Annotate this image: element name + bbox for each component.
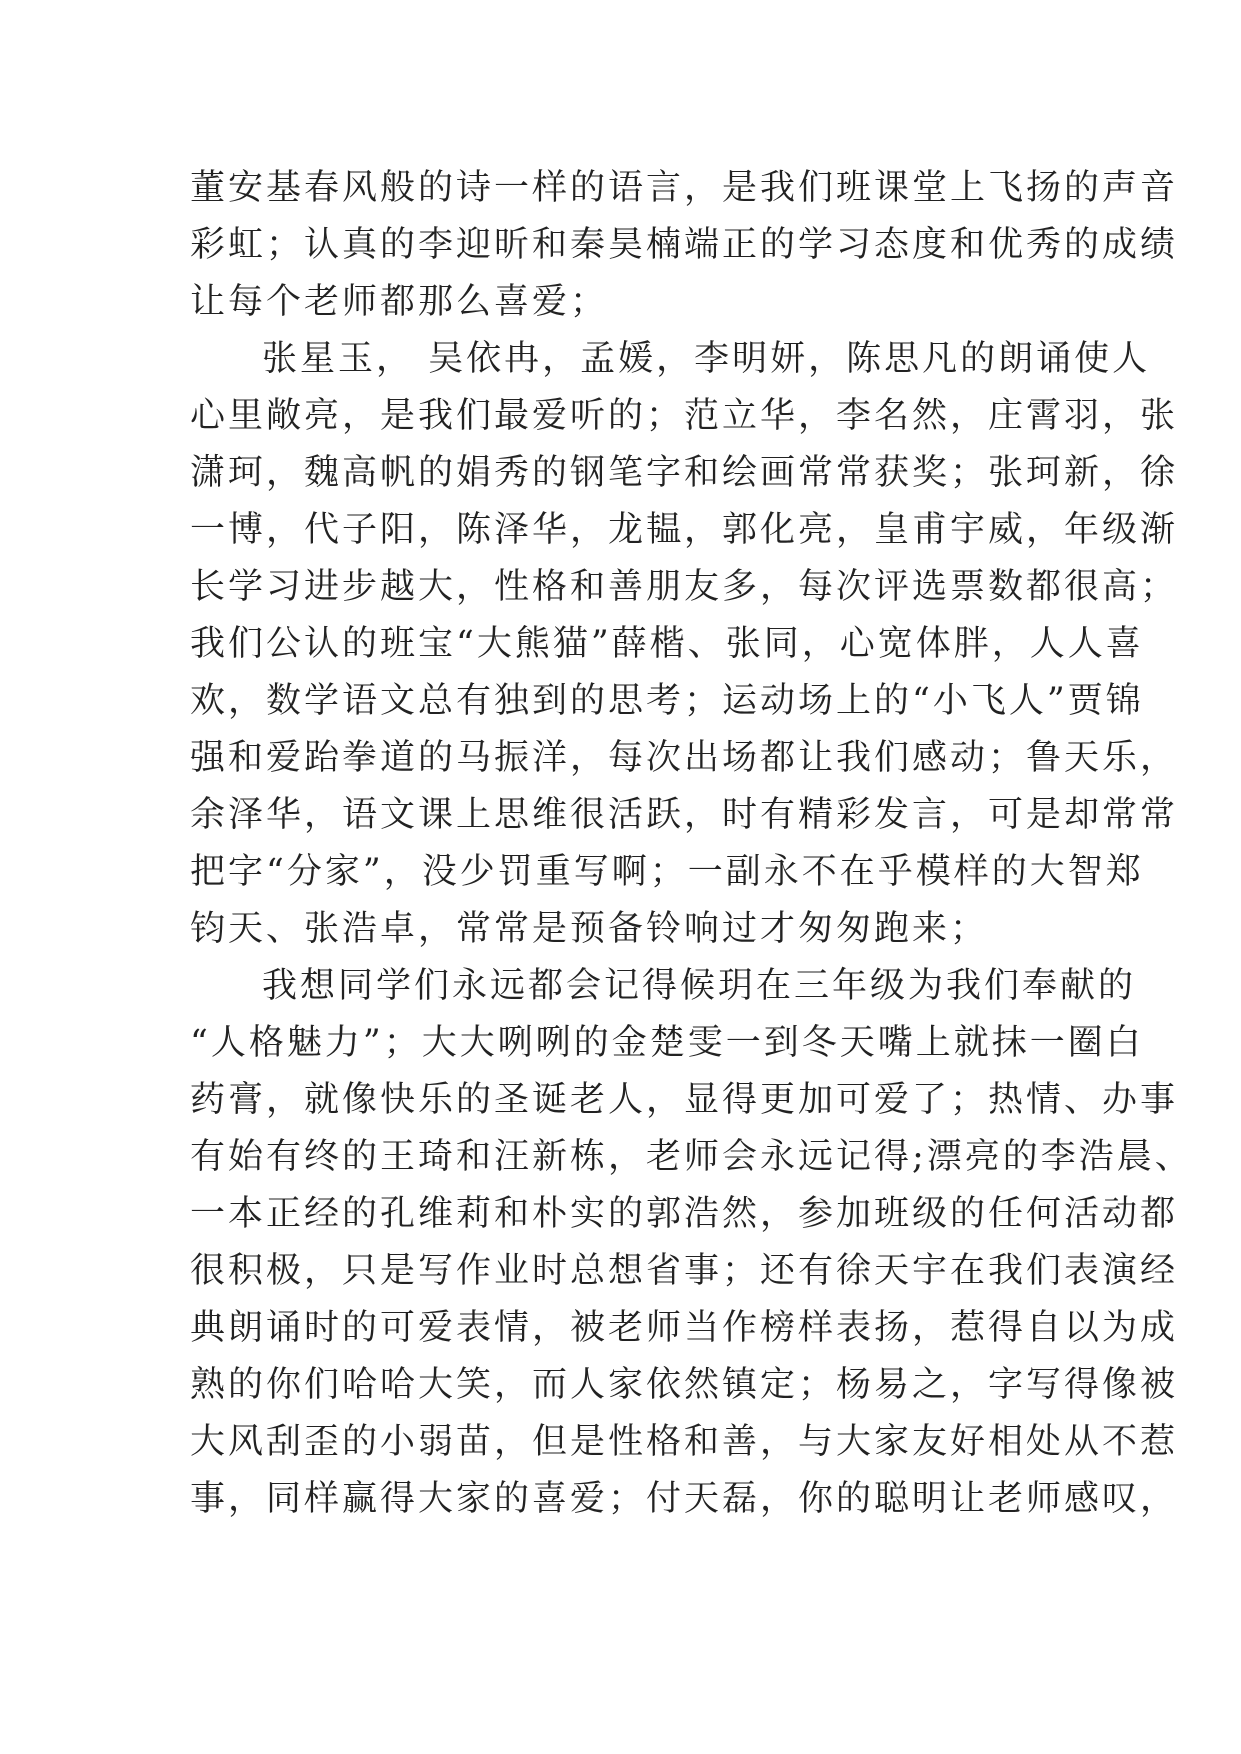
text-line: 大风刮歪的小弱苗，但是性格和善，与大家友好相处从不惹 bbox=[190, 1422, 1179, 1462]
text-line: 典朗诵时的可爱表情，被老师当作榜样表扬，惹得自以为成 bbox=[190, 1308, 1179, 1348]
text-line: 一博，代子阳，陈泽华，龙韫，郭化亮，皇甫宇威，年级渐 bbox=[190, 510, 1179, 550]
text-line: 长学习进步越大，性格和善朋友多，每次评选票数都很高； bbox=[190, 567, 1179, 607]
text-line: 欢，数学语文总有独到的思考；运动场上的“小飞人”贾锦 bbox=[190, 681, 1144, 721]
text-line: 熟的你们哈哈大笑，而人家依然镇定；杨易之，字写得像被 bbox=[190, 1365, 1179, 1405]
text-line: 事，同样赢得大家的喜爱；付天磊，你的聪明让老师感叹， bbox=[190, 1479, 1179, 1519]
text-line: 一本正经的孔维莉和朴实的郭浩然，参加班级的任何活动都 bbox=[190, 1194, 1179, 1234]
body-text bbox=[190, 160, 1193, 1528]
text-line: “人格魅力”；大大咧咧的金楚雯一到冬天嘴上就抹一圈白 bbox=[190, 1023, 1144, 1063]
paragraph-2 bbox=[190, 331, 1179, 958]
text-line: 董安基春风般的诗一样的语言，是我们班课堂上飞扬的声音 bbox=[190, 168, 1179, 208]
paragraph-1 bbox=[190, 160, 1179, 331]
paragraph-3 bbox=[190, 958, 1193, 1528]
text-line: 让每个老师都那么喜爱； bbox=[190, 282, 609, 322]
text-line: 钧天、张浩卓，常常是预备铃响过才匆匆跑来； bbox=[190, 909, 989, 949]
text-line: 彩虹；认真的李迎昕和秦昊楠端正的学习态度和优秀的成绩 bbox=[190, 225, 1179, 265]
text-line: 张星玉， 吴依冉，孟媛，李明妍，陈思凡的朗诵使人 bbox=[262, 339, 1151, 379]
text-line: 有始有终的王琦和汪新栋，老师会永远记得;漂亮的李浩晨、 bbox=[190, 1137, 1193, 1177]
text-line: 潇珂，魏高帆的娟秀的钢笔字和绘画常常获奖；张珂新，徐 bbox=[190, 453, 1179, 493]
text-line: 心里敞亮，是我们最爱听的；范立华，李名然，庄霄羽，张 bbox=[190, 396, 1179, 436]
text-line: 我想同学们永远都会记得候玥在三年级为我们奉献的 bbox=[262, 966, 1137, 1006]
text-line: 药膏，就像快乐的圣诞老人，显得更加可爱了；热情、办事 bbox=[190, 1080, 1179, 1120]
text-line: 我们公认的班宝“大熊猫”薛楷、张同，心宽体胖，人人喜 bbox=[190, 624, 1144, 664]
text-line: 把字“分家”，没少罚重写啊；一副永不在乎模样的大智郑 bbox=[190, 852, 1144, 892]
text-line: 余泽华，语文课上思维很活跃，时有精彩发言，可是却常常 bbox=[190, 795, 1179, 835]
text-line: 强和爱跆拳道的马振洋，每次出场都让我们感动；鲁天乐， bbox=[190, 738, 1179, 778]
text-line: 很积极，只是写作业时总想省事；还有徐天宇在我们表演经 bbox=[190, 1251, 1179, 1291]
